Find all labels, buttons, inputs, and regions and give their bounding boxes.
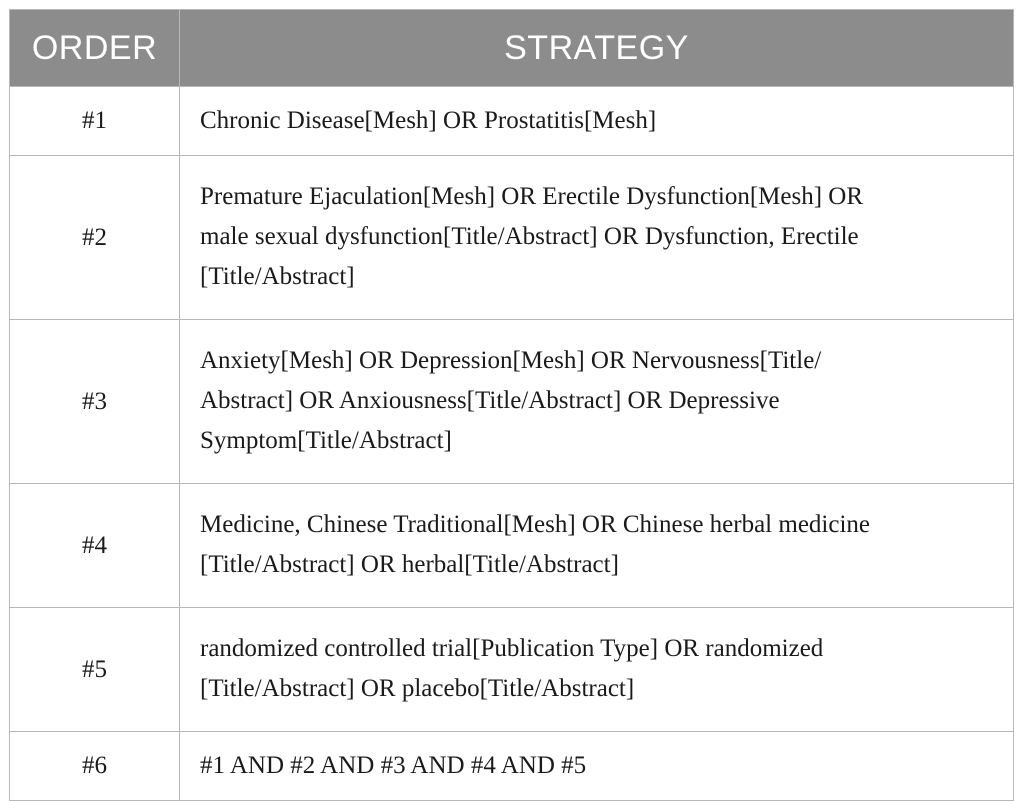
strategy-line: #1 AND #2 AND #3 AND #4 AND #5 <box>200 752 587 779</box>
strategy-line: Abstract] OR Anxiousness[Title/Abstract] OR Depressive <box>200 387 780 414</box>
strategy-line: Premature Ejaculation[Mesh] OR Erectile Dysfunction[Mesh] OR <box>200 183 864 210</box>
table-row <box>10 608 1014 732</box>
strategy-cell <box>180 608 1014 732</box>
strategy-line: [Title/Abstract] OR herbal[Title/Abstract] <box>200 551 619 578</box>
strategy-cell <box>180 156 1014 320</box>
table-header-row <box>10 10 1014 87</box>
strategy-cell <box>180 87 1014 156</box>
order-cell: #3 <box>10 320 180 484</box>
strategy-line: [Title/Abstract] <box>200 263 355 290</box>
search-strategy-table <box>9 9 1014 801</box>
strategy-line: Medicine, Chinese Traditional[Mesh] OR Chinese herbal medicine <box>200 511 871 538</box>
order-cell: #5 <box>10 608 180 732</box>
order-cell: #4 <box>10 484 180 608</box>
order-cell: #2 <box>10 156 180 320</box>
header-strategy: STRATEGY <box>180 10 1014 87</box>
search-strategy-table-container <box>9 9 1013 801</box>
order-cell: #6 <box>10 732 180 801</box>
table-row <box>10 87 1014 156</box>
table-row <box>10 156 1014 320</box>
strategy-line: Chronic Disease[Mesh] OR Prostatitis[Mesh] <box>200 107 657 134</box>
strategy-cell <box>180 484 1014 608</box>
order-cell: #1 <box>10 87 180 156</box>
strategy-line: Symptom[Title/Abstract] <box>200 427 452 454</box>
strategy-cell <box>180 320 1014 484</box>
strategy-line: randomized controlled trial[Publication Type] OR randomized <box>200 635 824 662</box>
strategy-line: [Title/Abstract] OR placebo[Title/Abstract] <box>200 675 635 702</box>
strategy-cell <box>180 732 1014 801</box>
header-order: ORDER <box>10 10 180 87</box>
table-row <box>10 484 1014 608</box>
table-row <box>10 732 1014 801</box>
strategy-line: male sexual dysfunction[Title/Abstract] OR Dysfunction, Erectile <box>200 223 859 250</box>
strategy-line: Anxiety[Mesh] OR Depression[Mesh] OR Nervousness[Title/ <box>200 347 822 374</box>
table-row <box>10 320 1014 484</box>
